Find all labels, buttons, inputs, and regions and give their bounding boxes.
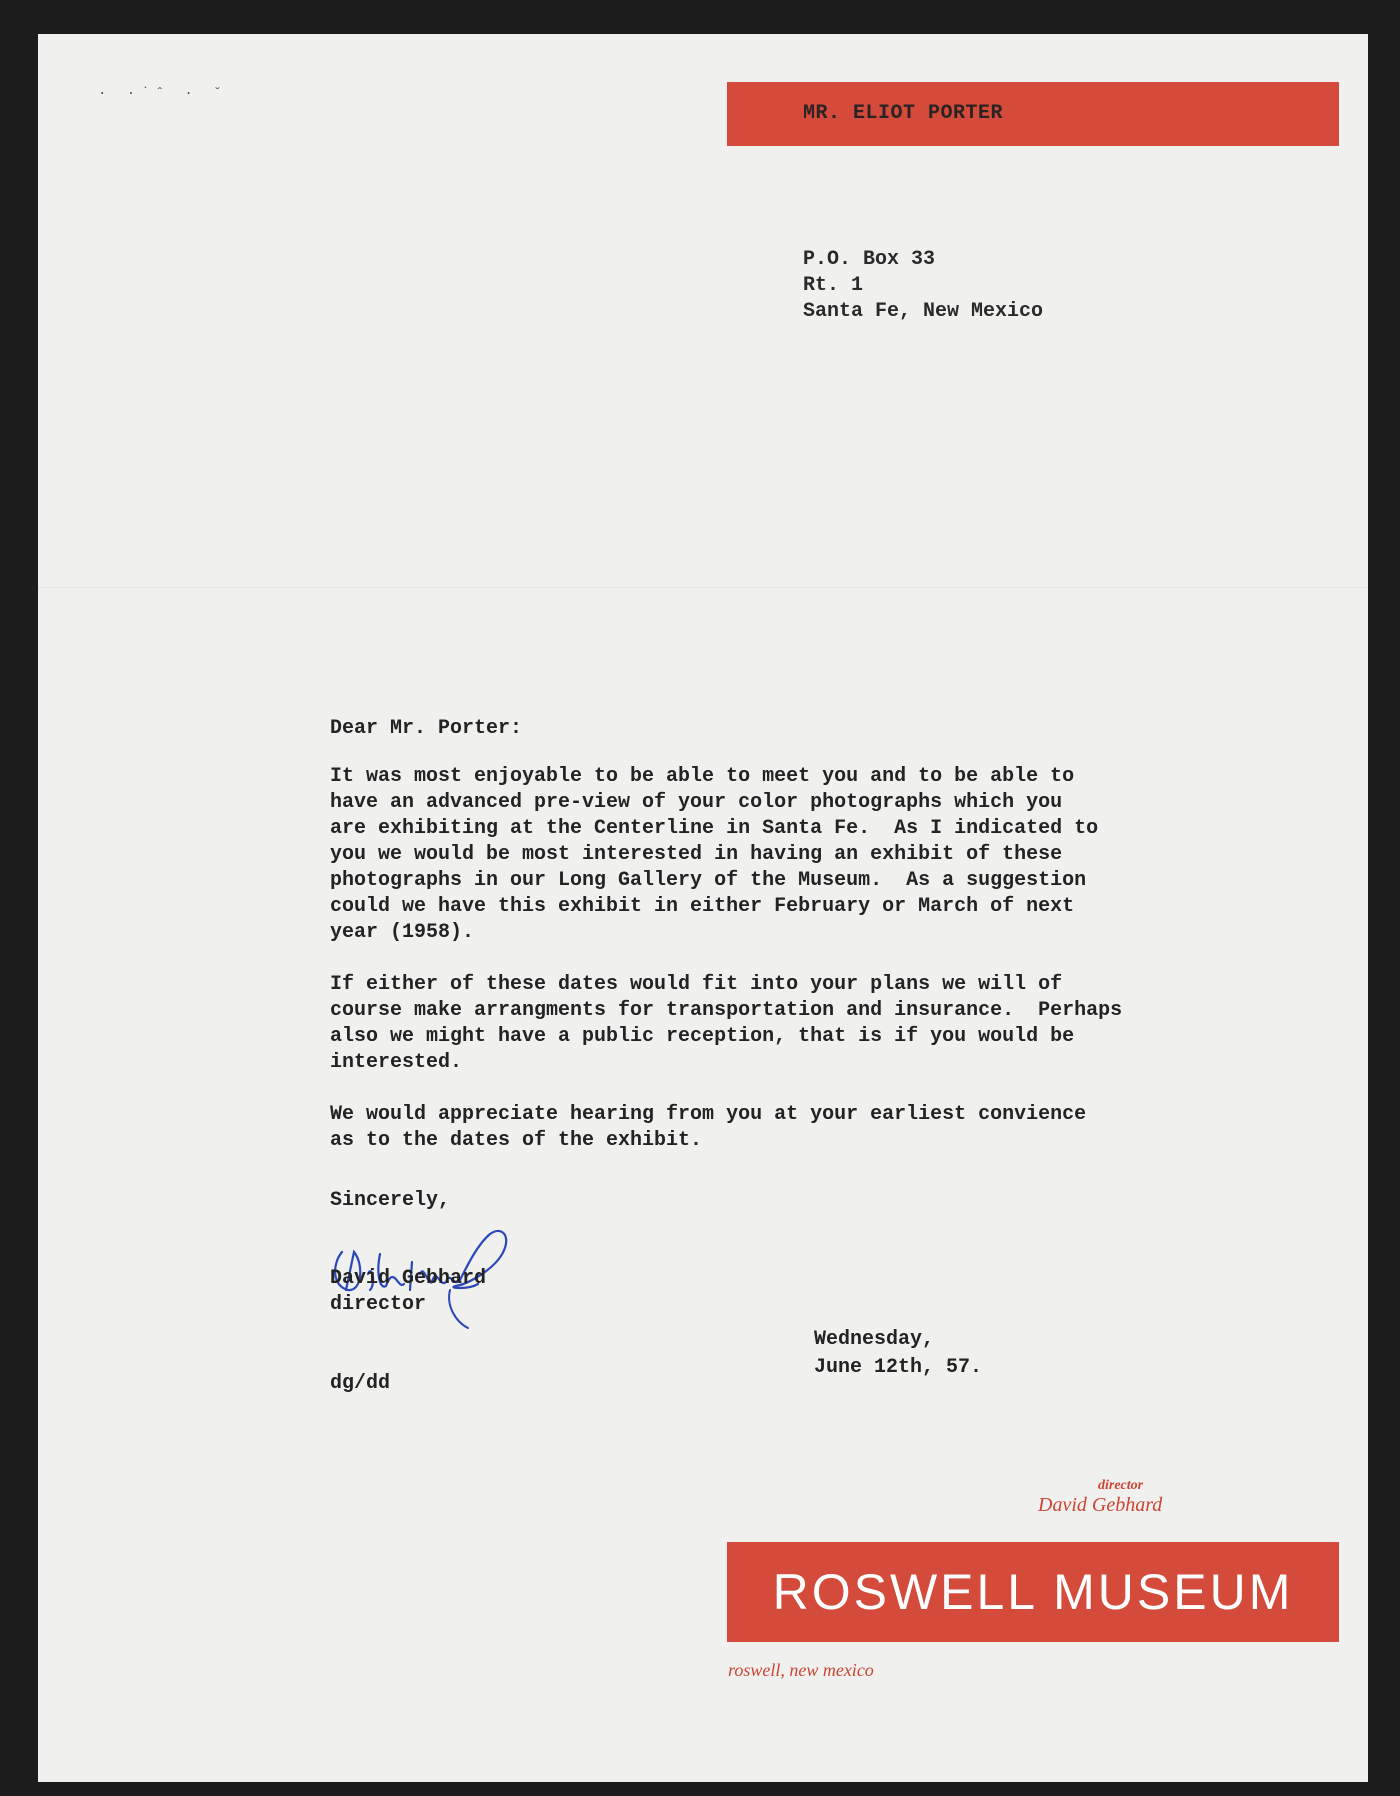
letter-date: [814, 1326, 982, 1382]
body-line: also we might have a public reception, that is if you would be: [330, 1025, 1075, 1048]
address-line-3: Santa Fe, New Mexico: [803, 300, 1044, 323]
body-line: We would appreciate hearing from you at your earliest convience: [330, 1103, 1087, 1126]
body-line: course make arrangments for transportation and insurance. Perhaps: [330, 999, 1123, 1022]
letterhead-director-title: director: [1098, 1478, 1144, 1493]
ink-specks: · ·˙ˆ · ˇ: [98, 86, 228, 102]
body-line: are exhibiting at the Centerline in Santa Fe. As I indicated to: [330, 817, 1099, 840]
addressee-label: MR. ELIOT PORTER: [803, 102, 1004, 125]
body-line: photographs in our Long Gallery of the Museum. As a suggestion: [330, 869, 1087, 892]
body-line: could we have this exhibit in either February or March of next: [330, 895, 1075, 918]
address-line-2: Rt. 1: [803, 274, 864, 297]
body-line: interested.: [330, 1051, 463, 1074]
recipient-address: [803, 247, 1043, 325]
signer-name: David Gebhard: [330, 1267, 487, 1290]
paragraph-2: [330, 972, 1190, 1076]
letterhead-location: roswell, new mexico: [728, 1660, 874, 1680]
date-line-2: June 12th, 57.: [814, 1356, 983, 1379]
address-line-1: P.O. Box 33: [803, 248, 936, 271]
signer-block: [330, 1266, 486, 1318]
addressee-band: [727, 82, 1339, 146]
museum-name: ROSWELL MUSEUM: [772, 1564, 1294, 1620]
letter-page: [38, 34, 1368, 1782]
body-line: year (1958).: [330, 921, 475, 944]
body-line: have an advanced pre-view of your color photographs which you: [330, 791, 1063, 814]
typist-initials: dg/dd: [330, 1372, 391, 1395]
letterhead-director-name: David Gebhard: [1038, 1494, 1163, 1516]
body-line: If either of these dates would fit into your plans we will of: [330, 973, 1063, 996]
letter-body: [330, 716, 1190, 1180]
paragraph-1: [330, 764, 1190, 946]
date-line-1: Wednesday,: [814, 1328, 935, 1351]
signer-title: director: [330, 1293, 427, 1316]
museum-band: [727, 1542, 1339, 1642]
body-line: as to the dates of the exhibit.: [330, 1129, 703, 1152]
body-line: It was most enjoyable to be able to meet you and to be able to: [330, 765, 1075, 788]
body-line: you we would be most interested in having an exhibit of these: [330, 843, 1063, 866]
salutation: Dear Mr. Porter:: [330, 717, 523, 740]
closing: Sincerely,: [330, 1189, 451, 1212]
paper-fold-line: [38, 587, 1368, 589]
paragraph-3: [330, 1102, 1190, 1154]
